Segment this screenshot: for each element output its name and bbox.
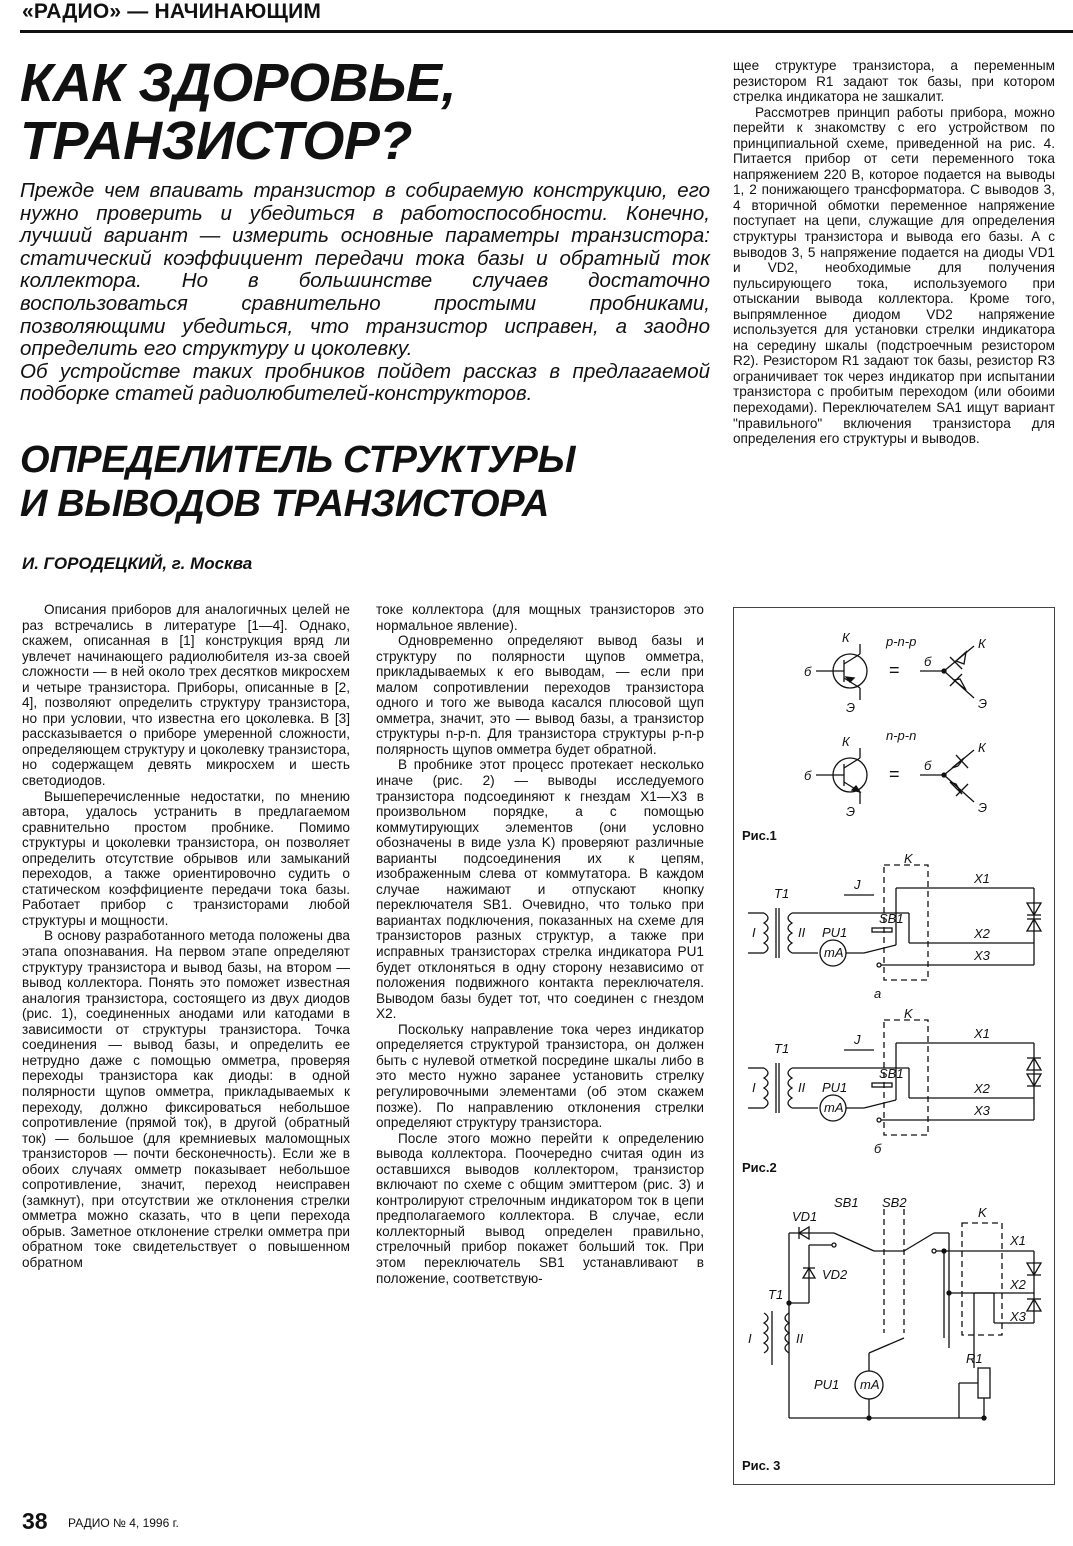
transformer-primary <box>764 913 768 953</box>
label-x3: X3 <box>974 948 990 963</box>
label-k: K <box>904 1006 913 1021</box>
issue-info: РАДИО № 4, 1996 г. <box>68 1516 179 1530</box>
label-winding-1: I <box>752 925 756 940</box>
label-winding-2: II <box>798 925 806 940</box>
lead-text-1: Прежде чем впаивать транзистор в собираемую конструкцию, его нужно проверить и убедиться в работоспособности. Конечно, лучший вариант — измерить основные параметры транзистора: статический коэффициент передачи тока базы и обратный ток коллектора. Но в большинстве случаев достаточно воспользоваться сравнительно простыми пробниками, позволяющими убедиться, что транзистор исправен, а заодно определить его структуру и цоколевку. <box>20 179 710 361</box>
label-pu1: PU1 <box>822 925 848 940</box>
commutator-k <box>962 1223 1002 1335</box>
label-base: б <box>804 664 812 679</box>
headline <box>20 54 710 170</box>
paragraph: Рассмотрев принцип работы прибора, можно перейти к знакомству с его устройством по принципиальной схеме, приведенной на рис. 4. Питается прибор от сети переменного тока напряжением 220 В, которое подается на выводы 1, 2 понижающего трансформатора. С выводов 3, 4 вторичной обмотки переменное напряжение поступает на цепи, служащие для определения структуры транзистора и вывода его базы. А с выводов 3, 5 напряжение подается на диоды VD1 и VD2, необходимые для получения пульсирующего тока, используемого при отыскании вывода коллектора. Кроме того, выпрямленное диодом VD2 напряжение используется для установки стрелки индикатора на середину шкалы (подстроечным резистором R2). Резистором R1 задают ток базы, резистор R3 ограничивает ток через индикатор при испытании транзистора с пробитым переходом (или обоими переходами). Переключателем SA1 ищут вариант "правильного" включения транзистора для определения его структуры и выводов. <box>733 104 1055 447</box>
label-ma: mA <box>824 1100 844 1115</box>
transformer-primary <box>764 1313 768 1353</box>
label-k: K <box>978 1205 987 1220</box>
body-column-left <box>22 602 350 1271</box>
body-column-right <box>733 58 1055 447</box>
paragraph: Вышеперечисленные недостатки, по мнению автора, удалось устранить в предлагаемом сравнительно простом пробнике. Помимо структуры и цоколевки транзистора, он позволяет определить отсутствие обрывов или замыканий переходов, а также ориентировочно судить о статическом коэффициенте передачи тока базы. Работает прибор с транзисторами любой структуры и мощности. <box>22 788 350 928</box>
label-collector: К <box>842 734 850 749</box>
lead-text-2: Об устройстве таких пробников пойдет рассказ в предлагаемой подборке статей радиолюбителей-конструкторов. <box>20 359 710 406</box>
label-emitter: Э <box>978 696 988 711</box>
label-ma: mA <box>860 1377 880 1392</box>
sb1-button <box>872 928 892 932</box>
label-t1: T1 <box>774 886 790 901</box>
figure-3-circuit <box>734 1193 1056 1473</box>
label-r1: R1 <box>966 1351 983 1366</box>
label-t1: T1 <box>768 1287 784 1302</box>
sb1-button <box>872 1083 892 1087</box>
paragraph: Поскольку направление тока через индикатор определяется структурой транзистора, он должен быть с нулевой отметкой посредине шкалы либо в это место нужно заранее установить стрелку регулировочными элементами (об этом скажем позже). По направлению отклонения стрелки определяют структуру транзистора. <box>376 1021 704 1131</box>
diode-icon <box>952 758 964 768</box>
page-number: 38 <box>22 1508 48 1534</box>
resistor-r1 <box>978 1368 990 1398</box>
label-collector: К <box>842 630 850 645</box>
article-title-line-2: И ВЫВОДОВ ТРАНЗИСТОРА <box>20 483 550 525</box>
diode-icon <box>956 652 966 664</box>
label-collector: К <box>978 636 986 651</box>
article-title-line-1: ОПРЕДЕЛИТЕЛЬ СТРУКТУРЫ <box>20 439 576 481</box>
label-sb1: SB1 <box>879 1066 904 1081</box>
label-npn: n-p-n <box>886 728 917 743</box>
label-variant-a: а <box>874 986 882 1001</box>
label-x2: X2 <box>974 1081 990 1096</box>
label-x3: X3 <box>974 1103 990 1118</box>
label-sb2: SB2 <box>882 1195 907 1210</box>
label-emitter: Э <box>846 700 856 715</box>
paragraph: После этого можно перейти к определению вывода коллектора. Поочередно считая один из оставшихся выводов коллектором, транзистор включают по схеме с общим эмиттером (рис. 3) и контролируют стрелочным индикатором ток в цепи предполагаемого коллектора. В случае, если коллекторный вывод определен правильно, стрелочный прибор покажет больший ток. При этом переключатель SB1 устанавливают в положение, соответствую- <box>376 1130 704 1286</box>
paragraph: токе коллектора (для мощных транзисторов это нормальное явление). <box>376 602 704 633</box>
section-label: «РАДИО» — НАЧИНАЮЩИМ <box>22 0 322 23</box>
equals-sign: = <box>889 660 900 680</box>
headline-line-2: ТРАНЗИСТОР? <box>20 111 412 171</box>
transformer-secondary <box>788 913 792 953</box>
label-pu1: PU1 <box>822 1080 848 1095</box>
label-current: J <box>854 877 861 892</box>
paragraph: Одновременно определяют вывод базы и структуру по полярности щупов омметра, прикладываемых к его выводам, — если при малом сопротивлении переходов транзистора одного и того же вывода касался плюсовой щуп омметра, значит, это — вывод базы, а транзистор структуры n-p-n. Для транзистора структуры p-n-p полярность щупов омметра будет обратной. <box>376 633 704 757</box>
byline: И. ГОРОДЕЦКИЙ, г. Москва <box>22 554 253 573</box>
figure-1-transistor-diode-analogy <box>734 608 1056 848</box>
body-column-middle <box>376 602 704 1286</box>
lead-paragraph <box>20 180 710 406</box>
label-base: б <box>924 654 932 669</box>
label-x1: X1 <box>1010 1233 1026 1248</box>
label-x1: X1 <box>974 871 990 886</box>
figure-2b-circuit <box>734 1008 1056 1208</box>
label-pnp: p-n-p <box>886 634 917 649</box>
label-emitter: Э <box>978 800 988 815</box>
label-winding-2: II <box>798 1080 806 1095</box>
label-sb1: SB1 <box>834 1195 859 1210</box>
label-t1: T1 <box>774 1041 790 1056</box>
figure-3-caption: Рис. 3 <box>742 1458 781 1473</box>
paragraph: В пробнике этот процесс протекает несколько иначе (рис. 2) — выводы исследуемого транзистора подсоединяют к гнездам X1—X3 в произвольном порядке, а с помощью коммутирующих элементов (они условно обозначены в виде узла K) проверяют различные варианты подсоединения их к цепям, изображенным слева от коммутатора. В каждом случае нажимают и отпускают кнопку переключателя SB1. Очевидно, что только при вариантах подключения, показанных на схеме для транзисторов разных структур, а также при исправных транзисторах стрелка индикатора PU1 будет отклоняться в одну сторону независимо от положения подвижного контакта переключателя. Выводом базы будет тот, что соединен с гнездом X2. <box>376 757 704 1022</box>
paragraph: щее структуре транзистора, а переменным резистором R1 задают ток базы, при котором стрелка индикатора не зашкалит. <box>733 58 1055 105</box>
label-winding-2: II <box>796 1331 804 1346</box>
paragraph: Описания приборов для аналогичных целей не раз встречались в литературе [1—4]. Однако, скажем, описанная в [1] конструкция вряд ли увлечет начинающего радиолюбителя из-за своей сложности — в ней около трех десятков микросхем и четыре транзистора. Приборы, описанные в [2, 4], позволяют определить структуру транзистора, но при условии, что известна его цоколевка. В [3] рассказывается о приборе умеренной сложности, определяющем структуру и цоколевку транзистора, но содержащем девять микросхем и шесть светодиодов. <box>22 602 350 789</box>
article-title <box>20 438 710 526</box>
label-base: б <box>924 758 932 773</box>
label-winding-1: I <box>748 1331 752 1346</box>
label-pu1: PU1 <box>814 1377 840 1392</box>
label-sb1: SB1 <box>879 911 904 926</box>
label-winding-1: I <box>752 1080 756 1095</box>
label-x2: X2 <box>1010 1277 1026 1292</box>
label-collector: К <box>978 740 986 755</box>
paragraph: В основу разработанного метода положены два этапа опознавания. На первом этапе определяют структуру транзистора и вывод базы, на втором — вывод коллектора. Понять это поможет известная аналогия транзистора, состоящего из двух диодов (рис. 1), соединенных анодами или катодами в зависимости от структуры транзистора. Точка соединения — вывод базы, и определить ее нетрудно даже с помощью омметра, проверяя переходы транзистора как диоды: в одной полярности щупов омметра, прикладываемых к переходу, должно фиксироваться небольшое сопротивление (прямой ток), в другой (обратный ток) — большое (для кремниевых маломощных транзисторов — почти бесконечность). Если же в обоих случаях омметр показывает небольшое сопротивление, значит, переход неисправен (замкнут), при отсутствии же отклонения стрелки омметра можно сказать, что в цепи перехода обрыв. Заметное отклонение стрелки омметра при обратном токе свидетельствует о повышенном обратном <box>22 928 350 1270</box>
label-ma: mA <box>824 945 844 960</box>
headline-line-1: КАК ЗДОРОВЬЕ, <box>20 53 456 113</box>
label-x1: X1 <box>974 1026 990 1041</box>
label-k: K <box>904 851 913 866</box>
figure-2-caption: Рис.2 <box>742 1160 777 1175</box>
label-emitter: Э <box>846 804 856 819</box>
label-x3: X3 <box>1010 1309 1026 1324</box>
label-variant-b: б <box>874 1141 882 1156</box>
label-vd1: VD1 <box>792 1209 818 1224</box>
label-vd2: VD2 <box>822 1267 848 1282</box>
header-rule <box>20 30 1073 33</box>
equals-sign: = <box>889 764 900 784</box>
figure-1-caption: Рис.1 <box>742 828 777 843</box>
label-current: J <box>854 1032 861 1047</box>
figures-panel <box>733 607 1055 1485</box>
label-base: б <box>804 768 812 783</box>
label-x2: X2 <box>974 926 990 941</box>
